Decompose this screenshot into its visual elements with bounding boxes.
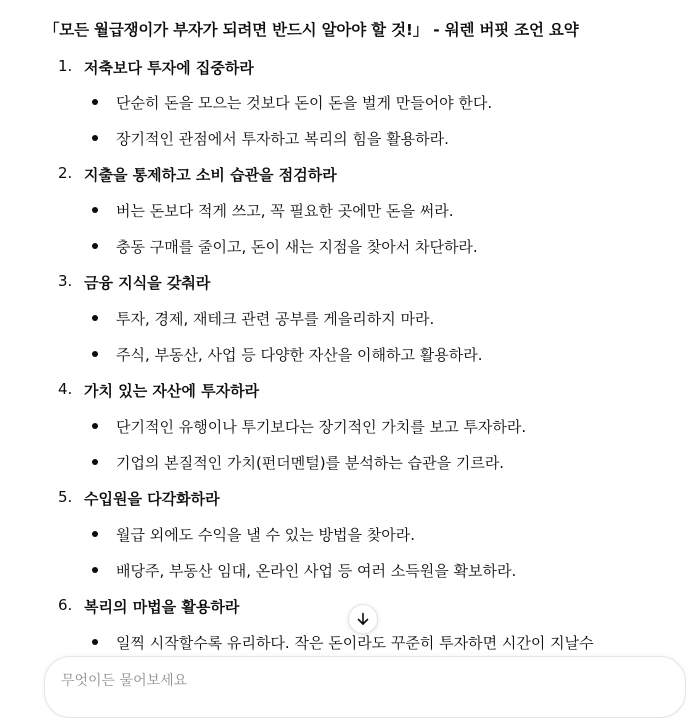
section-6-bullet-1: 일찍 시작할수록 유리하다. 작은 돈이라도 꾸준히 투자하면 시간이 지날수 <box>116 634 594 652</box>
section-3-bullet-2: 주식, 부동산, 사업 등 다양한 자산을 이해하고 활용하라. <box>116 346 483 364</box>
section-2-title: 지출을 통제하고 소비 습관을 점검하라 <box>84 166 337 184</box>
section-4-number: 4. <box>58 380 73 398</box>
bullet-dot <box>92 423 98 429</box>
bullet-dot <box>92 459 98 465</box>
bullet-dot <box>92 531 98 537</box>
bullet-dot <box>92 99 98 105</box>
section-5-bullet-2: 배당주, 부동산 임대, 온라인 사업 등 여러 소득원을 확보하라. <box>116 562 517 580</box>
section-2-bullet-2: 충동 구매를 줄이고, 돈이 새는 지점을 찾아서 차단하라. <box>116 238 478 256</box>
bullet-dot <box>92 315 98 321</box>
section-1-bullet-2: 장기적인 관점에서 투자하고 복리의 힘을 활용하라. <box>116 130 449 148</box>
section-6-title: 복리의 마법을 활용하라 <box>84 598 240 616</box>
section-5-bullet-1: 월급 외에도 수익을 낼 수 있는 방법을 찾아라. <box>116 526 415 544</box>
bullet-dot <box>92 351 98 357</box>
bullet-dot <box>92 567 98 573</box>
section-4-bullet-1: 단기적인 유행이나 투기보다는 장기적인 가치를 보고 투자하라. <box>116 418 527 436</box>
arrow-down-icon <box>355 611 371 627</box>
section-1-title: 저축보다 투자에 집중하라 <box>84 59 254 77</box>
section-5-title: 수입원을 다각화하라 <box>84 490 220 508</box>
section-3-title: 금융 지식을 갖춰라 <box>84 274 211 292</box>
section-2-bullet-1: 버는 돈보다 적게 쓰고, 꼭 필요한 곳에만 돈을 써라. <box>116 202 454 220</box>
section-4-bullet-2: 기업의 본질적인 가치(펀더멘털)를 분석하는 습관을 기르라. <box>116 454 505 472</box>
message-composer[interactable] <box>44 656 686 718</box>
section-1-number: 1. <box>58 57 73 75</box>
scroll-to-bottom-button[interactable] <box>348 604 378 634</box>
section-5-number: 5. <box>58 488 73 506</box>
section-2-number: 2. <box>58 164 73 182</box>
composer-placeholder[interactable]: 무엇이든 물어보세요 <box>61 673 188 689</box>
bullet-dot <box>92 207 98 213</box>
bullet-dot <box>92 243 98 249</box>
section-6-number: 6. <box>58 596 73 614</box>
section-4-title: 가치 있는 자산에 투자하라 <box>84 382 260 400</box>
section-1-bullet-1: 단순히 돈을 모으는 것보다 돈이 돈을 벌게 만들어야 한다. <box>116 94 493 112</box>
section-3-bullet-1: 투자, 경제, 재테크 관련 공부를 게을리하지 마라. <box>116 310 435 328</box>
section-3-number: 3. <box>58 272 73 290</box>
message-title: 「모든 월급쟁이가 부자가 되려면 반드시 알아야 할 것!」 - 워렌 버핏 조언 요약 <box>44 21 579 39</box>
bullet-dot <box>92 639 98 645</box>
bullet-dot <box>92 135 98 141</box>
